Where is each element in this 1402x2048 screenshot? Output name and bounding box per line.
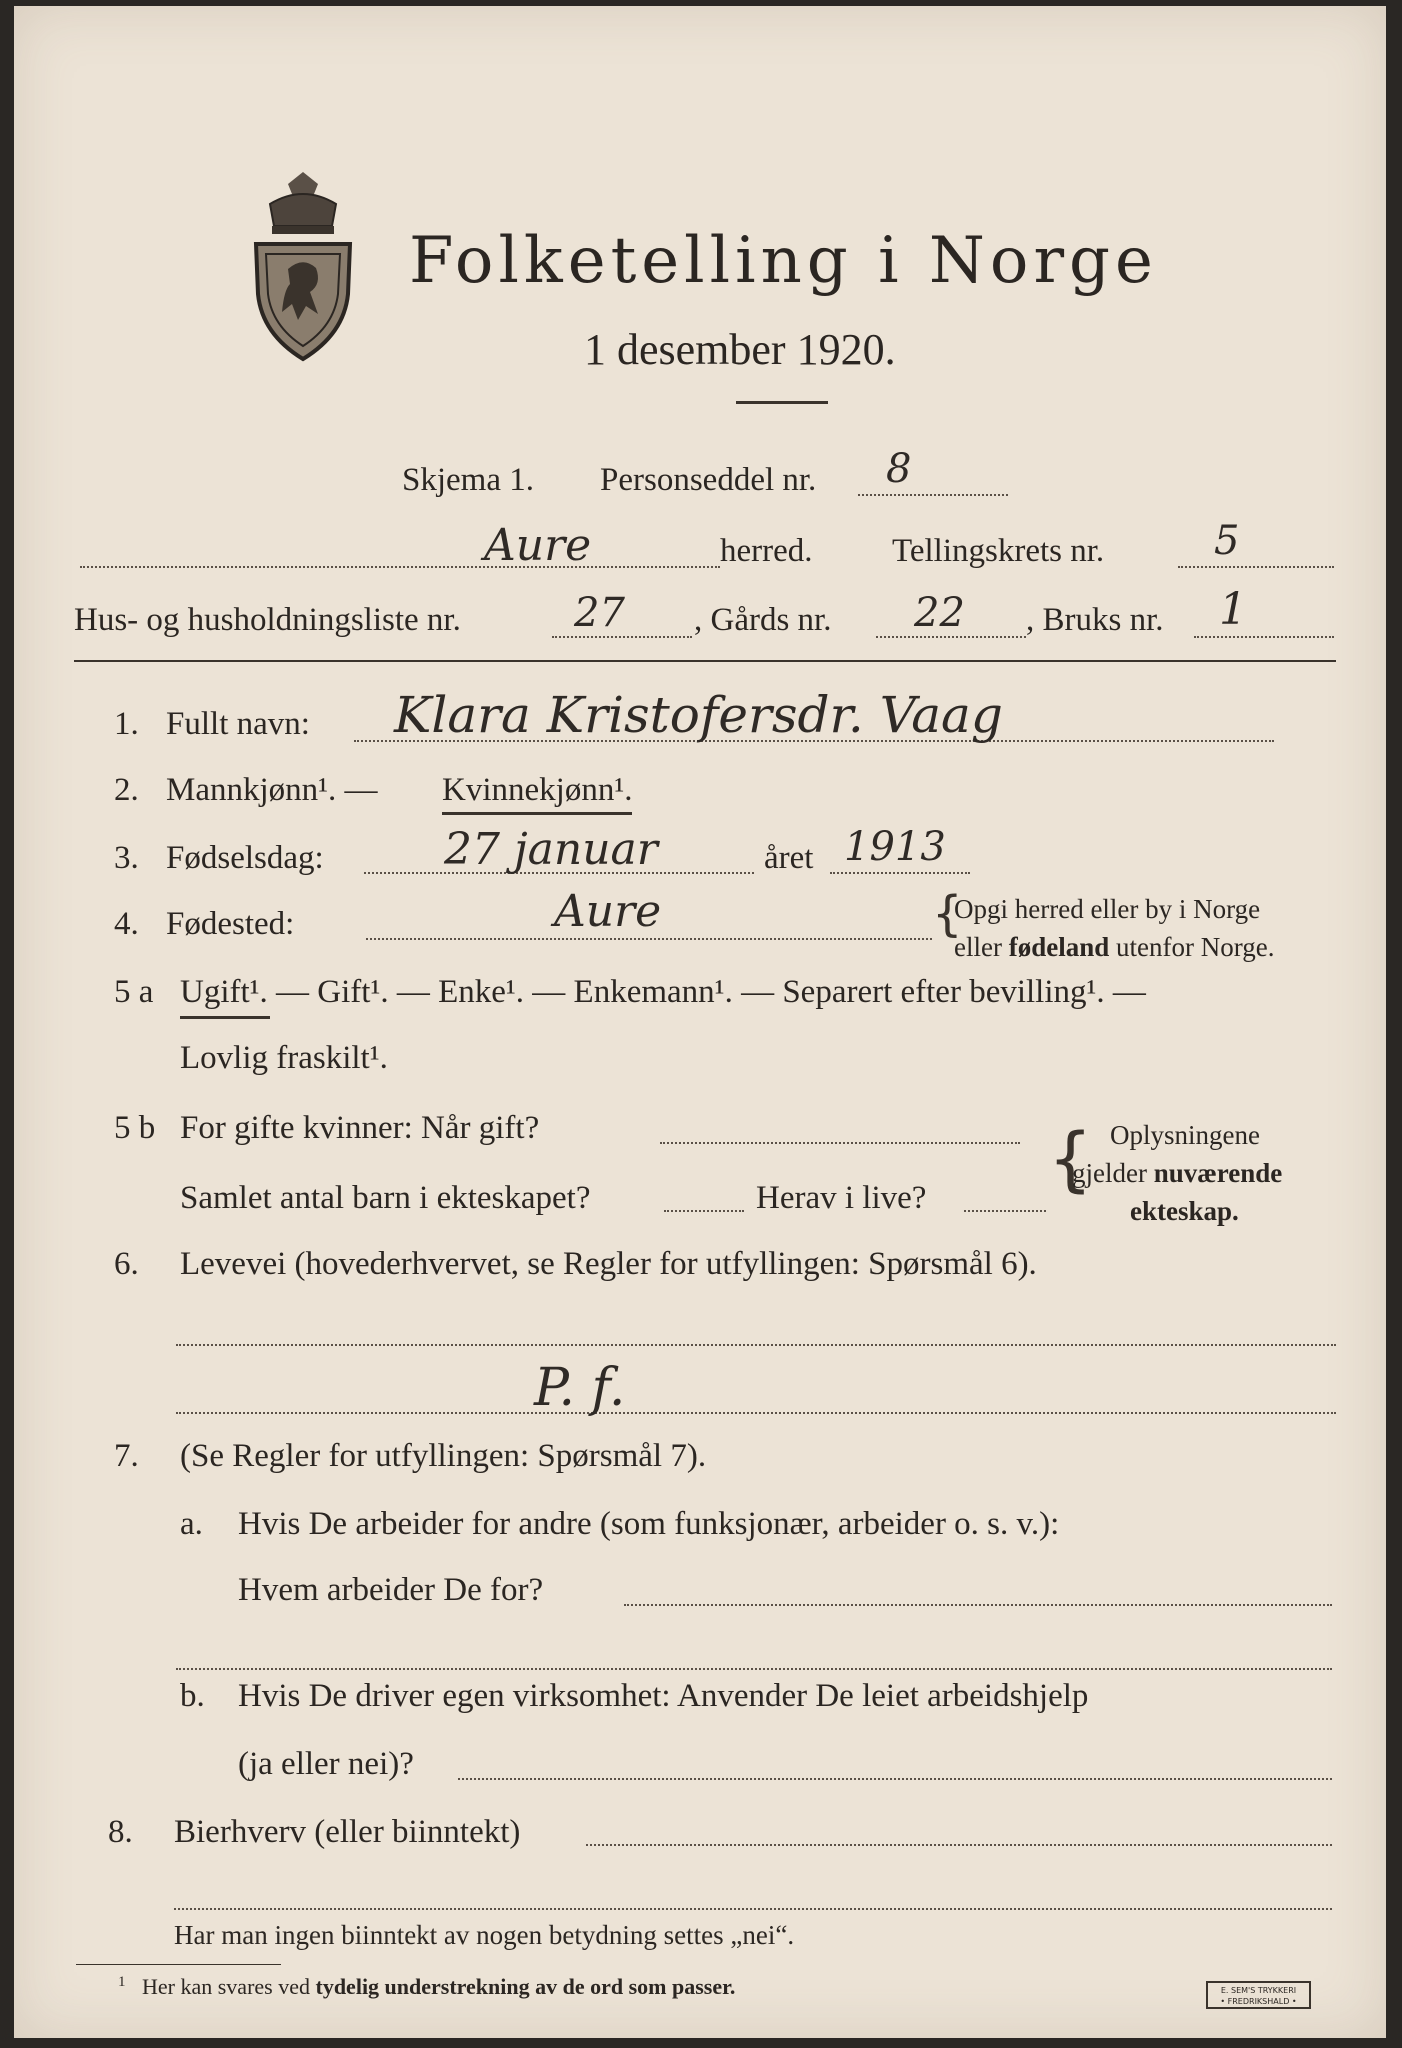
form-title: Folketelling i Norge bbox=[409, 224, 1158, 298]
herred-value: Aure bbox=[484, 520, 592, 571]
bruks-value: 1 bbox=[1219, 584, 1247, 635]
printer-stamp: E. SEM'S TRYKKERI • FREDRIKSHALD • bbox=[1206, 1981, 1311, 2009]
herred-label: herred. bbox=[720, 533, 813, 569]
q1-number: 1. bbox=[114, 706, 139, 742]
q7b-field-line bbox=[458, 1778, 1332, 1780]
footnote: $^1$ Her kan svares ved tydelig understrekning av de ord som passer. bbox=[118, 1974, 736, 1999]
q2-male-option: Mannkjønn¹. — bbox=[166, 772, 378, 808]
q4-note-brace: { bbox=[932, 886, 963, 942]
q4-note-line1: Opgi herred eller by i Norge bbox=[954, 894, 1261, 924]
q5b-number: 5 b bbox=[114, 1110, 156, 1146]
q6-field-line-2 bbox=[176, 1412, 1336, 1414]
q5b-note-line3: ekteskap. bbox=[1130, 1196, 1239, 1226]
q3-birthday-value: 27 januar bbox=[444, 824, 658, 875]
skjema-label: Skjema 1. bbox=[402, 462, 534, 498]
q7b-question-line1: Hvis De driver egen virksomhet: Anvender De leiet arbeidshjelp bbox=[238, 1678, 1089, 1714]
q2-female-underline-mark bbox=[442, 812, 632, 815]
q5b-when-field-line bbox=[660, 1142, 1020, 1144]
personseddel-field-line bbox=[858, 494, 1008, 496]
footnote-rule bbox=[76, 1964, 281, 1965]
q4-field-line bbox=[366, 938, 932, 940]
q5b-alive-label: Herav i live? bbox=[756, 1180, 927, 1216]
gards-field-line bbox=[876, 636, 1026, 638]
q7a-field-line-1 bbox=[624, 1604, 1332, 1606]
q7a-question-line1: Hvis De arbeider for andre (som funksjonær, arbeider o. s. v.): bbox=[238, 1506, 1060, 1542]
q8-field-line-1 bbox=[586, 1844, 1332, 1846]
title-divider bbox=[736, 401, 828, 404]
q5b-note-line2: gjelder nuværende bbox=[1072, 1158, 1283, 1188]
husholdningsliste-value: 27 bbox=[574, 590, 625, 636]
q4-number: 4. bbox=[114, 906, 139, 942]
gards-value: 22 bbox=[914, 590, 965, 636]
q8-field-line-2 bbox=[174, 1908, 1332, 1910]
coat-of-arms-emblem bbox=[248, 164, 358, 364]
husholdningsliste-label: Hus- og husholdningsliste nr. bbox=[74, 602, 461, 638]
q7a-field-line-2 bbox=[176, 1668, 1332, 1670]
q1-full-name-value: Klara Kristofersdr. Vaag bbox=[394, 686, 1003, 744]
q7b-question-line2: (ja eller nei)? bbox=[238, 1746, 414, 1782]
q3-number: 3. bbox=[114, 840, 139, 876]
q7a-question-line2: Hvem arbeider De for? bbox=[238, 1572, 544, 1608]
tellingskrets-label: Tellingskrets nr. bbox=[892, 533, 1105, 569]
q8-label: Bierhverv (eller biinntekt) bbox=[174, 1814, 521, 1850]
q5b-note-brace: { bbox=[1048, 1118, 1093, 1200]
q7b-letter: b. bbox=[180, 1678, 205, 1714]
bruks-field-line bbox=[1194, 636, 1334, 638]
q5a-number: 5 a bbox=[114, 974, 154, 1010]
q5b-children-field-line bbox=[664, 1210, 744, 1212]
q3-year-label: året bbox=[764, 840, 814, 876]
q2-number: 2. bbox=[114, 772, 139, 808]
personseddel-label: Personseddel nr. bbox=[600, 462, 817, 498]
q6-number: 6. bbox=[114, 1246, 139, 1282]
tellingskrets-field-line bbox=[1178, 566, 1334, 568]
q7a-letter: a. bbox=[180, 1506, 203, 1542]
q6-field-line-1 bbox=[176, 1344, 1336, 1346]
tellingskrets-value: 5 bbox=[1214, 518, 1240, 564]
q1-label: Fullt navn: bbox=[166, 706, 310, 742]
q3-label: Fødselsdag: bbox=[166, 840, 324, 876]
q4-birthplace-value: Aure bbox=[554, 886, 662, 937]
q5b-children-label: Samlet antal barn i ekteskapet? bbox=[180, 1180, 591, 1216]
q5b-note-line1: Oplysningene bbox=[1110, 1120, 1260, 1150]
herred-field-line bbox=[80, 566, 720, 568]
husholdningsliste-field-line bbox=[552, 636, 692, 638]
q5a-options-line2: Lovlig fraskilt¹. bbox=[180, 1040, 388, 1076]
q4-label: Fødested: bbox=[166, 906, 295, 942]
nei-instruction: Har man ingen biinntekt av nogen betydning settes „nei“. bbox=[174, 1920, 795, 1950]
personseddel-value: 8 bbox=[886, 446, 912, 492]
q6-occupation-value: P. f. bbox=[534, 1358, 626, 1418]
bruks-label: , Bruks nr. bbox=[1026, 602, 1164, 638]
census-date: 1 desember 1920. bbox=[584, 325, 896, 374]
header-separator bbox=[74, 660, 1336, 662]
q5b-alive-field-line bbox=[964, 1210, 1046, 1212]
q5a-ugift-underline-mark bbox=[180, 1016, 270, 1019]
q7-label: (Se Regler for utfyllingen: Spørsmål 7). bbox=[180, 1438, 707, 1474]
q6-label: Levevei (hovederhvervet, se Regler for utfyllingen: Spørsmål 6). bbox=[180, 1246, 1037, 1282]
gards-label: , Gårds nr. bbox=[694, 602, 832, 638]
q5a-options-line1: Ugift¹. — Gift¹. — Enke¹. — Enkemann¹. — Separert efter bevilling¹. — bbox=[180, 974, 1146, 1010]
q3-year-field-line bbox=[830, 872, 970, 874]
q5b-when-married-label: For gifte kvinner: Når gift? bbox=[180, 1110, 540, 1146]
q7-number: 7. bbox=[114, 1438, 139, 1474]
census-form-page bbox=[14, 6, 1386, 2038]
q8-number: 8. bbox=[108, 1814, 133, 1850]
q3-year-value: 1913 bbox=[844, 824, 946, 870]
q2-female-option: Kvinnekjønn¹. bbox=[442, 772, 633, 808]
q4-note-line2: eller fødeland utenfor Norge. bbox=[954, 932, 1275, 962]
